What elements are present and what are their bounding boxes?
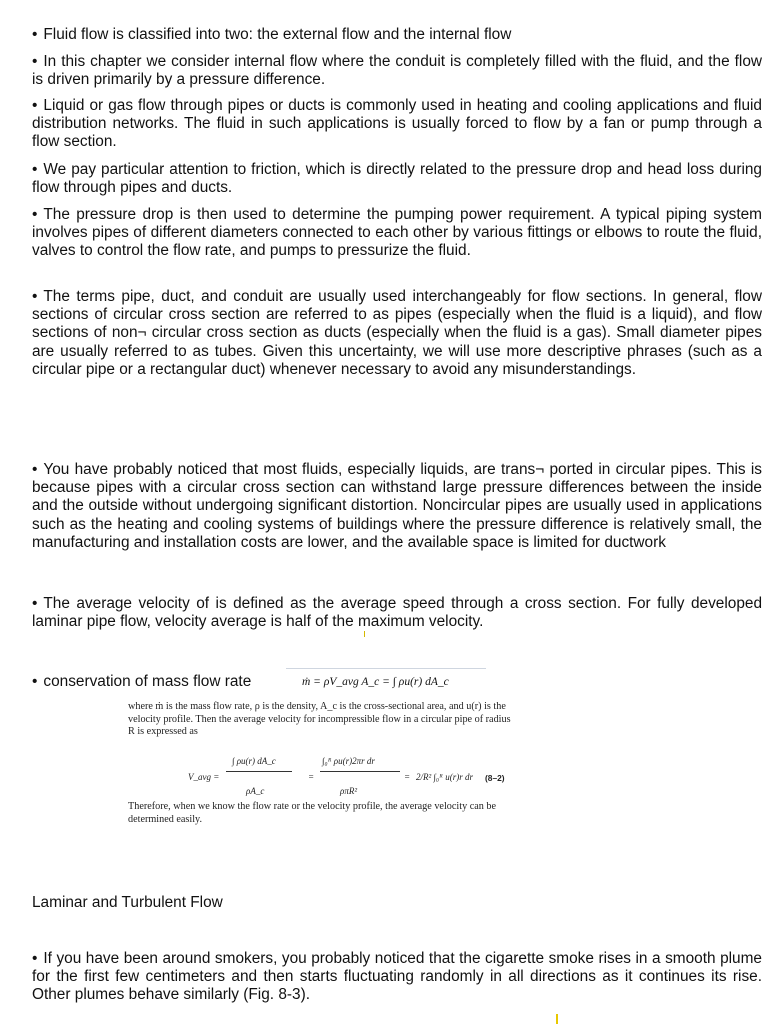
excerpt-text-before: where ṁ is the mass flow rate, ρ is the density, A_c is the cross-sectional area, and u(r) is the velocity profile. Then the average velocity for incompressible flow in a circular pipe of radius R is expressed as: [128, 701, 511, 738]
bullet-paragraph-4: [32, 161, 762, 197]
textbook-excerpt-before: [128, 701, 518, 739]
bullet-text: In this chapter we consider internal flow where the conduit is completely filled with the fluid, and the flow is driven primarily by a pressure difference.: [32, 53, 762, 89]
eq-frac3: 2/R² ∫₀ᴿ u(r)r dr: [416, 772, 473, 782]
bullet-paragraph-6: [32, 288, 762, 379]
textbook-excerpt-after: [128, 801, 518, 826]
bullet-marker: •: [32, 53, 38, 70]
mass-flow-label: [32, 673, 251, 691]
bullet-paragraph-7: [32, 461, 762, 552]
eq-frac2-denominator: ρπR²: [340, 786, 358, 796]
bullet-marker: •: [32, 288, 38, 305]
eq-equals-1: =: [308, 772, 315, 782]
bullet-paragraph-5: [32, 206, 762, 261]
bullet-marker: •: [32, 673, 38, 690]
eq-lhs: V_avg =: [188, 772, 220, 782]
eq-frac1-denominator: ρA_c: [246, 786, 265, 796]
eq-equals-2: =: [404, 772, 411, 782]
section-heading: Laminar and Turbulent Flow: [32, 894, 223, 911]
bullet-marker: •: [32, 461, 38, 478]
bullet-marker: •: [32, 595, 38, 612]
mass-flow-row: [32, 668, 512, 698]
bullet-text: You have probably noticed that most fluids, especially liquids, are trans¬ ported in circular pipes. This is because pipes with a circular cross section can withstand large pressure differences between the inside and the outside without undergoing significant distortion. Noncircular pipes are usually used in applications such as the heating and cooling systems of buildings where the pressure difference is relatively small, the manufacturing and installation costs are lower, and the available space is limited for ductwork: [32, 461, 762, 551]
excerpt-text-after: Therefore, when we know the flow rate or the velocity profile, the average velocity can be determined easily.: [128, 801, 497, 825]
bullet-marker: •: [32, 206, 38, 223]
bullet-text: Fluid flow is classified into two: the external flow and the internal flow: [43, 26, 512, 43]
eq-frac2-line: [320, 771, 400, 772]
text-cursor-mark: [364, 631, 365, 637]
bullet-paragraph-1: [32, 26, 762, 44]
bullet-marker: •: [32, 97, 38, 114]
bullet-marker: •: [32, 950, 38, 967]
eq-frac1-numerator: ∫ ρu(r) dA_c: [232, 756, 276, 766]
equation-top-rule: [286, 668, 486, 669]
highlight-mark: [556, 1014, 558, 1024]
bullet-text: The average velocity of is defined as the average speed through a cross section. For fully developed laminar pipe flow, velocity average is half of the maximum velocity.: [32, 595, 762, 631]
average-velocity-equation: [128, 746, 520, 802]
mass-flow-equation: ṁ = ρV_avg A_c = ∫ ρu(r) dA_c: [302, 676, 449, 688]
bullet-paragraph-2: [32, 53, 762, 89]
bullet-paragraph-8: [32, 595, 762, 631]
mass-flow-label-text: conservation of mass flow rate: [43, 673, 252, 690]
bullet-marker: •: [32, 26, 38, 43]
equation-number: (8–2): [485, 773, 505, 783]
bullet-paragraph-9: [32, 950, 762, 1005]
bullet-text: If you have been around smokers, you probably noticed that the cigarette smoke rises in a smooth plume for the first few centimeters and then starts fluctuating randomly in all directions as it continues its rise. Other plumes behave similarly (Fig. 8-3).: [32, 950, 762, 1004]
bullet-marker: •: [32, 161, 38, 178]
bullet-paragraph-3: [32, 97, 762, 152]
bullet-text: Liquid or gas flow through pipes or ducts is commonly used in heating and cooling applications and fluid distribution networks. The fluid in such applications is usually forced to flow by a fan or pump through a flow section.: [32, 97, 762, 151]
eq-frac2-numerator: ∫₀ᴿ ρu(r)2πr dr: [322, 756, 375, 766]
bullet-text: The pressure drop is then used to determine the pumping power requirement. A typical piping system involves pipes of different diameters connected to each other by various fittings or elbows to route the fluid, valves to control the flow rate, and pumps to pressurize the fluid.: [32, 206, 762, 260]
bullet-text: We pay particular attention to friction, which is directly related to the pressure drop and head loss during flow through pipes and ducts.: [32, 161, 762, 197]
bullet-text: The terms pipe, duct, and conduit are usually used interchangeably for flow sections. In general, flow sections of circular cross section are referred to as pipes (especially when the fluid is a liquid), and flow sections of non¬ circular cross section as ducts (especially when the fluid is a gas). Small diameter pipes are usually referred to as tubes. Given this uncertainty, we will use more descriptive phrases (such as a circular pipe or a rectangular duct) whenever necessary to avoid any misunderstandings.: [32, 288, 762, 378]
eq-frac1-line: [226, 771, 292, 772]
